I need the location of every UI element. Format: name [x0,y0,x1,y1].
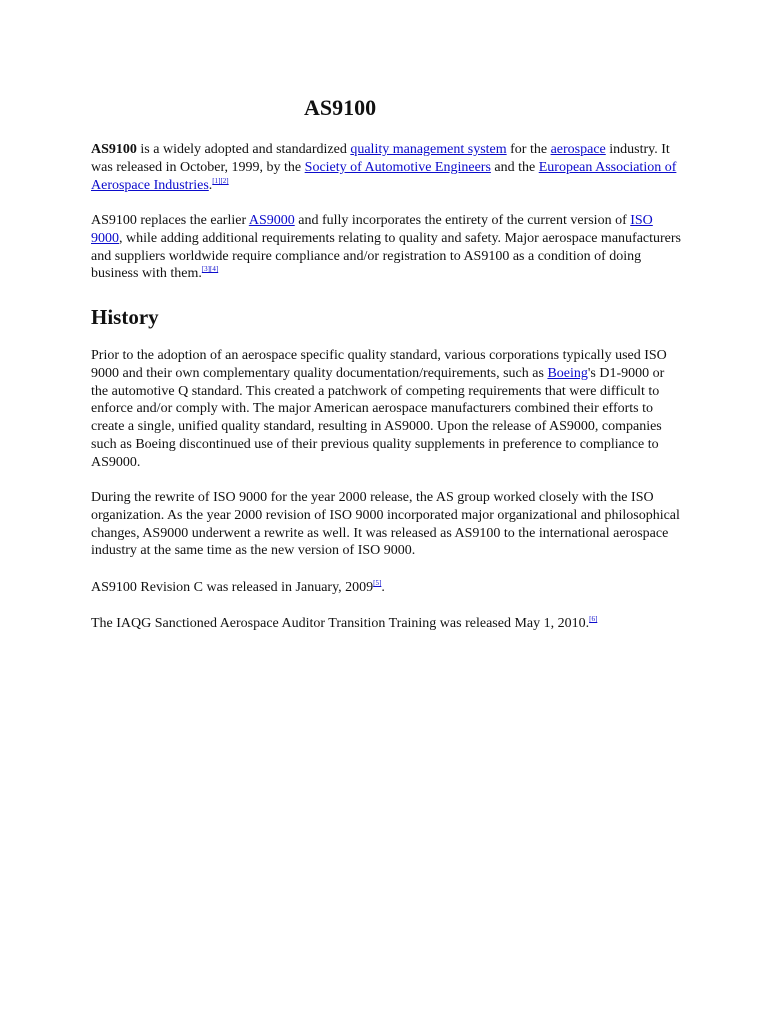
history3-text-1: AS9100 Revision C was released in January, 2009 [91,580,374,595]
intro-text-2: for the [506,142,551,157]
page-title: AS9100 [304,95,377,120]
history1-text-2: 's D1-9000 or the automotive Q standard. This created a patchwork of competing requirements that were difficult to enforce and/or comply with. The major American aerospace manufacturers combined their efforts to create a single, unified quality standard, resulting in AS9000. Upon the release of AS9000, companies such as Boeing discontinued use of their previous quality supplements in preference to compliance to AS9000. [91,365,665,470]
history3-text-2: . [381,580,385,595]
intro-paragraph [91,141,681,194]
intro-text-1: is a widely adopted and standardized [136,142,351,157]
history-heading: History [91,305,159,329]
intro-bold-term: AS9100 [91,142,137,157]
link-boeing[interactable]: Boeing [547,365,588,381]
history-paragraph-2: During the rewrite of ISO 9000 for the year 2000 release, the AS group worked closely with the ISO organization. As the year 2000 revision of ISO 9000 incorporated major organizational and philosophical changes, AS9000 underwent a rewrite as well. It was released as AS9100 to the international aerospace industry at the same time as the new version of ISO 9000. [91,490,680,559]
intro-text-4: and the [490,159,539,175]
citation-ref-1[interactable]: [1] [212,176,221,185]
history-paragraph-1 [91,347,681,472]
history-paragraph-3 [91,579,681,597]
link-european-association-of-aerospace-industries[interactable]: European Association of Aerospace Industries [91,159,677,193]
citation-ref-5[interactable]: [5] [373,579,382,587]
link-as9000[interactable]: AS9000 [248,213,295,228]
citation-ref-6[interactable]: [6] [589,615,598,623]
history-paragraph-4 [91,615,681,633]
replaces-text-3: , while adding additional requirements relating to quality and safety. Major aerospace manufacturers and suppliers worldwide require compliance and/or registration to AS9100 as a condition of doing business with them. [91,230,682,282]
history1-text-1: Prior to the adoption of an aerospace specific quality standard, various corporations typically used ISO 9000 and their own complementary quality documentation/requirements, such as [91,348,667,381]
link-aerospace[interactable]: aerospace [550,142,606,157]
link-quality-management-system[interactable]: quality management system [350,142,507,157]
link-society-of-automotive-engineers[interactable]: Society of Automotive Engineers [304,159,491,175]
intro-text-3: industry. It was released in October, 1999, by the [91,142,670,175]
link-iso-9000[interactable]: ISO 9000 [91,213,653,246]
replaces-text-2: and fully incorporates the entirety of the current version of [294,213,631,228]
replaces-text-1: AS9100 replaces the earlier [91,213,249,228]
replaces-paragraph [91,212,681,283]
citation-ref-4[interactable]: [4] [210,265,219,274]
citation-ref-3[interactable]: [3] [201,265,211,274]
history4-text-1: The IAQG Sanctioned Aerospace Auditor Transition Training was released May 1, 2010. [91,616,590,631]
intro-text-5: . [208,177,213,193]
citation-ref-2[interactable]: [2] [220,176,229,185]
